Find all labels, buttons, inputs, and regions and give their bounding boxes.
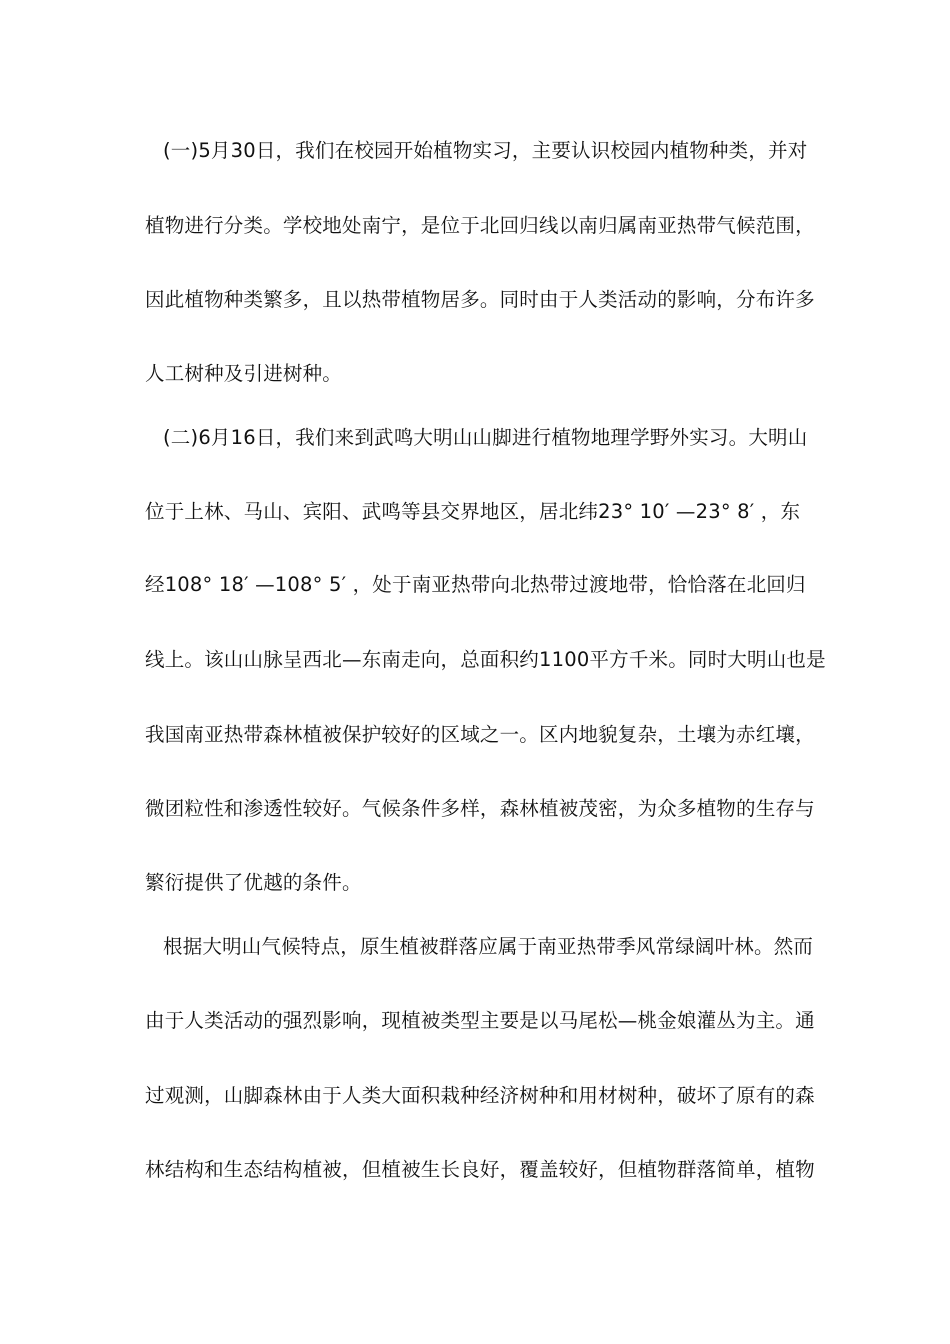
paragraph-3-line-3: 过观测，山脚森林由于人类大面积栽种经济树种和用材树种，破坏了原有的森 [145,1084,815,1107]
paragraph-2-line-7: 繁衍提供了优越的条件。 [145,871,362,894]
paragraph-1-line-2: 植物进行分类。学校地处南宁，是位于北回归线以南归属南亚热带气候范围， [145,214,815,237]
paragraph-3-line-4: 林结构和生态结构植被，但植被生长良好，覆盖较好，但植物群落简单，植物 [145,1158,815,1181]
paragraph-2-line-5: 我国南亚热带森林植被保护较好的区域之一。区内地貌复杂，土壤为赤红壤， [145,723,815,746]
paragraph-2-line-1: (二)6月16日，我们来到武鸣大明山山脚进行植物地理学野外实习。大明山 [163,426,808,449]
paragraph-2-line-4: 线上。该山山脉呈西北—东南走向，总面积约1100平方千米。同时大明山也是 [145,648,826,671]
paragraph-2-line-3: 经108° 18′ —108° 5′ ，处于南亚热带向北热带过渡地带，恰恰落在北回归 [145,573,806,596]
paragraph-2-line-6: 微团粒性和渗透性较好。气候条件多样，森林植被茂密，为众多植物的生存与 [145,797,815,820]
paragraph-1-line-4: 人工树种及引进树种。 [145,362,343,385]
paragraph-2-line-2: 位于上林、马山、宾阳、武鸣等县交界地区，居北纬23° 10′ —23° 8′ ，东 [145,500,801,523]
paragraph-3-line-1: 根据大明山气候特点，原生植被群落应属于南亚热带季风常绿阔叶林。然而 [163,935,814,958]
paragraph-1-line-1: (一)5月30日，我们在校园开始植物实习，主要认识校园内植物种类，并对 [163,139,808,162]
paragraph-1-line-3: 因此植物种类繁多，且以热带植物居多。同时由于人类活动的影响，分布许多 [145,288,815,311]
paragraph-3-line-2: 由于人类活动的强烈影响，现植被类型主要是以马尾松—桃金娘灌丛为主。通 [145,1009,815,1032]
